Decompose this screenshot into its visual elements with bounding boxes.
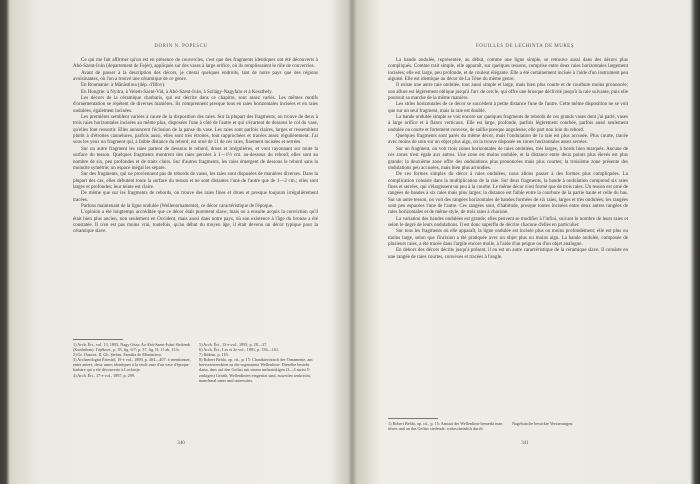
- footnote: 6) Arch. Ért., Les et 2e vol., 1881, p. 156—161.: [199, 347, 280, 353]
- footnotes-column-2: [199, 342, 317, 383]
- footnotes-left: [73, 342, 318, 437]
- page-number-left: 340: [177, 441, 185, 446]
- paragraph: Sur des fragments, qui ne proviennent pas de rebords de vases, les raies sont disposées de manières diverses. Dans la plupart des cas, elles débutent toute la surface du tesson et ne sont distantes l'une de l'autre que de 1—2 cm.; elles sont larges et profondes; leur teinte est claire.: [73, 172, 318, 190]
- paragraph: Les premières semblent variées à cause de la disposition des raies. Sur la plupart des fragments, on trouve de deux à trois raies horizontales incisées au même plus, disposées l'une à côté de l'autre et qui s'écartent de dessous le col du vase, qu'elles font ressortir. Elles annoncent l'éclosion de la panse du vase. Les raies sont parfois claires, larges et ressemblent plutôt à d'étroites cannelures, parfois aussi, elles sont très étroites, tout rapprochées et tracées assez régulièrement. J'ai sous les yeux un fragment qui, à faible distance du rebord, est orné de 11 de ces raies, finement incisées et serrées.: [73, 115, 318, 146]
- running-head-left: DORIN N. POPESCU: [154, 44, 208, 49]
- footnote: 3) Archaeologiai Értesítő, 19-e vol., 1899, p. 404—407: à mentionner, entre autres, deux urnes identiques à la seule urne d'un vase d'époque barbare qui a été découverte à Lochistje.: [73, 357, 191, 373]
- footnote: 5) Arch. Ért., 13-e vol., 1893, p. 28—37.: [199, 342, 268, 347]
- left-body-text: [73, 58, 318, 236]
- paragraph: Sur un fragment, on voit trois zones horizontales de raies ondulées, très larges, à bords bien marqués. Aucune de ces zones n'est égale aux autres. Une zone est moins ondulée, et la distance entre deux points plus élevés est plus grande; la deuxième zone offre des ondulations plus prononcées mais plus courtes; la troisième zone présente des ondulations peu accusées, mais bien plus arrondies.: [388, 146, 628, 171]
- footnote: 4) Arch. Ért., 17-e vol., 1897, p. 299.: [73, 372, 135, 378]
- paragraph: En dehors des décors décrits jusqu'à présent, il en est un autre caractéristique de la céramique slave. Il consiste en une rangée de raies courtes, convexes et tracées à l'angle.: [388, 248, 628, 260]
- paragraph: Parlons maintenant de la ligne ondulée (Wellenornamente), ce décor caractéristique de l'époque.: [81, 203, 274, 209]
- paragraph: Il existe une autre raie ondulée, tout aussi simple et large, mais bien plus courte et de courbure moins prononcée; son allure est légèrement oblique jusqu'à l'arc de cercle, qui offre une brusque déclivité jusqu'à la raie suivante, puis elle poursuit sa marche de la même manière.: [388, 83, 628, 102]
- footnote: 7) Ibidem, p. 165.: [199, 352, 230, 358]
- paragraph: Sur un autre fragment les raies partent de dessous le rebord, drues et irrégulières, et vont rayonnant sur toute la surface du tesson. Quelques fragments montrent des raies percées à 1—1½ cm. au-dessous du rebord; elles sont au nombre de six, peu profondes et de traits clairs. Sur d'autres fragments, les raies émergent de dessous le rebord sans la moindre symétrie; un espace inégal les sépare.: [73, 146, 318, 171]
- footnote-rule: [388, 418, 438, 419]
- paragraph: Les stries horizontales de ce décor se succèdent à petite distance l'une de l'autre. Cette même disposition ne se voit que sur un seul fragment, mais la raie est double.: [388, 102, 628, 114]
- paragraph: De même que sur les fragments de rebords, on trouve des raies fines et drues et presque toujours irrégulièrement tracées.: [73, 191, 318, 203]
- footnote: 1) Arch. Ért., vol. 13, 1893, Nagy Géza: Az Abó-Szent-Iváni Sírdomb (Kunhalom). Tájékozt., p. 35, fig. 6/7; p. 37, fig. II, 11 ab, 13 b.: [73, 342, 190, 353]
- paragraph: Avant de passer à la description des décors, je citerai quelques endroits, tant de notre pays que des régions avoisinantes, où l'on a trouvé une céramique de ce genre.: [73, 70, 318, 83]
- paragraph: En Hongrie: à Nyitra, à Velem-Szent-Vid, à Abó-Szent-Iván, à Szilágy-Nagyfalu et à Keszthely.: [81, 89, 273, 95]
- paragraph: Ce qui me fait affirmer qu'on est en présence de couvercles, c'est que des fragments identiques ont été découverts à Abó-Szent-Iván (département de Fejér), appliqués sur des vases à large orifice, où ils remplissaient le rôle de couvercles.: [73, 58, 318, 70]
- paragraph: La bande ondulée simple se voit encore sur quelques fragments de rebords de ces grands vases dont j'ai parlé, vases à large orifice et à flancs verticaux. Elle est large, profonde, parfois légèrement courbée, parfois aussi seulement ondulée ou courte et fortement convexe, de saillie presque anguleuse; elle part non loin du rebord.: [388, 115, 628, 133]
- paragraph: La variation des bandes ondulées est grande; elles peuvent se modifier à l'infini, suivant le nombre de leurs raies et selon le degré de leurs ondulations. Il est donc superflu de décrire chacune d'elles en particulier.: [388, 216, 628, 228]
- footnote: 2) Gr. Oancea, II, Gh. Ştefan, Familia de Mănăstirea.: [73, 352, 162, 358]
- footnotes-column-1: [73, 342, 191, 378]
- paragraph: L'opinion a été longtemps accréditée que ce décor était purement slave; mais on a ensuite acquis la conviction qu'il était bien plus ancien, non seulement en Occident, mais aussi dans notre pays, où son existence à l'âge du bronze a été constatée. Il n'en est pas moins vrai, toutefois, qu'au début du moyen âge, il était devenu un décor typique pour la céramique slave.: [73, 210, 318, 235]
- footnote: 8) Robert Behla, op. cit., p. 15: Charakteristisch der Ornamente, am hervortretendsten ist die sogenannte Wellenlinie. Dieselbe besteht darin, dass auf den Gefäss mit einem mehrzinkigen (3—4 meist 5-zinkigen) Geräth, Wellenlinien eingeritzt sind, zuweilen senkrecht, manchmal unter und unterwärts.: [199, 357, 313, 383]
- page-number-right: 341: [521, 441, 529, 446]
- footnote: 1) Robert Behla, op. cit., p. 15: Anstatt der Wellenlinie bemerkt man öfters und an das Gefäss siedende, wahrscheinlich durch Nagelstriche bewirkte Verzierungen.: [388, 421, 574, 432]
- footnote-rule: [73, 339, 123, 340]
- paragraph: Les décors de la céramique charbaris, qui est décrite dans ce chapitre, sont assez variés. Les mêmes motifs d'ornementation se répètent de diverses manières. Ils comprennent presque tous en raies horizontales incisées et en raies ondulées, également incisées.: [73, 96, 318, 114]
- right-page: [358, 0, 692, 484]
- footnote-right: [388, 421, 628, 435]
- paragraph: En Roumanie: à Mănăstirea (dép. d'Ilfov).: [81, 83, 166, 89]
- left-page: [18, 0, 344, 484]
- running-head-right: FOUILLES DE LECHINTA DE MUREŞ: [476, 44, 574, 49]
- right-body-text: [388, 58, 628, 261]
- paragraph: Sur tous les fragments où elle apparaît, la ligne ondulée est incisée plus ou moins profondément; elle est plus ou moins large, selon que l'incision a été pratiquée avec un objet plus ou moins aigu. La bande ondulée, composée de plusieurs raies, a été tracée dans l'argile encore molle, à l'aide d'un peigne ou d'un objet analogue.: [388, 229, 628, 247]
- paragraph: De ces formes simples du décor à raies ondulées, nous allons passer à des formes plus compliquées. La complication consiste dans la multiplication de la raie. Sur deux fragments, la bande à ondulation comprend six raies fines et serrées, qui s'élargissent un peu à la courbe. Le même décor n'est formé que de trois raies. Un tesson est orné de rangées de bandes à six raies mais plus larges; la distance est faible entre la courbure de la partie haute et celle du bas. Sur un autre tesson, on voit des rangées horizontales de bandes formées de six raies, larges et très ondulées; les rangées sont peu espacées l'une de l'autre. Ces rangées sont, d'habitude, presque toutes incisées entre deux autres rangées de raies horizontales et de même style, de trois raies à chacune.: [388, 172, 628, 216]
- paragraph: La bande ondulée, représentée, au début, comme une ligne simple, se retrouve aussi dans des décors plus compliqués. Comme trait simple, elle apparaît, sur quelques tessons, comprise entre deux raies horizontales largement incisées; elle est large, peu profonde, et de couleur élégante. Elle a été certainement incisée à l'aide d'un instrument peu aiguisé. Elle est identique au décor de La Tène du même genre.: [388, 58, 628, 83]
- paragraph: Quelques fragments sont parés du même décor, mais l'ondulation de la raie est plus accusée. Plus courte, tracée avec moins de soin sur un objet plus aigu, on la trouve disposée en zones horizontales assez serrées.: [388, 134, 628, 146]
